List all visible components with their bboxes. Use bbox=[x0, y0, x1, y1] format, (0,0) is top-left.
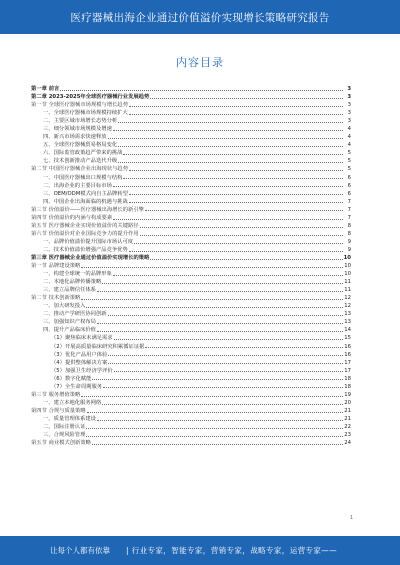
toc-entry-page: 22 bbox=[344, 423, 351, 430]
toc-dot-leader bbox=[86, 307, 343, 308]
toc-entry-page: 21 bbox=[344, 407, 351, 414]
toc-dot-leader bbox=[123, 178, 343, 179]
toc-entry[interactable] bbox=[31, 375, 351, 383]
toc-entry[interactable] bbox=[31, 399, 351, 407]
toc-dot-leader bbox=[145, 210, 343, 211]
toc-entry-title: 第六节 价值溢价对企业国际竞争力的提升作用 bbox=[31, 230, 139, 237]
toc-entry-title: 三、建立品牌信任体系 bbox=[43, 287, 96, 294]
toc-entry-title: 第二节 中国医疗器械企业出海现状与趋势 bbox=[31, 166, 129, 173]
toc-entry[interactable] bbox=[31, 431, 351, 439]
toc-entry-page: 10 bbox=[343, 254, 351, 261]
toc-entry-page: 3 bbox=[347, 102, 351, 109]
toc-entry-page: 10 bbox=[344, 263, 351, 270]
toc-dot-leader bbox=[97, 331, 343, 332]
toc-entry[interactable] bbox=[31, 262, 351, 270]
table-of-contents bbox=[31, 85, 351, 447]
toc-entry-title: 一、中国医疗器械出口规模与结构 bbox=[43, 174, 123, 181]
toc-dot-leader bbox=[92, 379, 343, 380]
toc-entry-title: 一、全球医疗器械市场规模持续扩大 bbox=[43, 110, 128, 117]
toc-entry-title: 第一章 前言 bbox=[31, 86, 60, 92]
toc-entry[interactable] bbox=[31, 141, 351, 149]
toc-entry[interactable] bbox=[31, 343, 351, 351]
toc-dot-leader bbox=[140, 235, 343, 236]
toc-entry-page: 23 bbox=[344, 432, 351, 439]
toc-dot-leader bbox=[86, 436, 343, 437]
toc-dot-leader bbox=[97, 420, 343, 421]
toc-entry[interactable] bbox=[31, 109, 351, 117]
toc-entry-page: 17 bbox=[344, 359, 351, 366]
footer-slogan: 让每个人都有依靠 bbox=[50, 546, 110, 555]
toc-entry[interactable] bbox=[31, 294, 351, 302]
toc-entry-page: 7 bbox=[347, 198, 351, 205]
toc-dot-leader bbox=[114, 371, 343, 372]
toc-dot-leader bbox=[118, 122, 343, 123]
toc-dot-leader bbox=[118, 146, 343, 147]
toc-entry-title: 二、推动产学研医协同创新 bbox=[43, 311, 107, 318]
toc-dot-leader bbox=[81, 396, 343, 397]
toc-dot-leader bbox=[123, 154, 343, 155]
toc-entry-page: 16 bbox=[344, 351, 351, 358]
toc-entry[interactable] bbox=[31, 190, 351, 198]
toc-entry[interactable] bbox=[31, 334, 351, 342]
toc-dot-leader bbox=[129, 251, 343, 252]
toc-entry-page: 4 bbox=[347, 126, 351, 133]
toc-dot-leader bbox=[129, 194, 343, 195]
toc-entry[interactable] bbox=[31, 318, 351, 326]
toc-entry-page: 5 bbox=[347, 150, 351, 157]
toc-entry[interactable] bbox=[31, 238, 351, 246]
toc-entry[interactable] bbox=[31, 157, 351, 165]
toc-entry-page: 3 bbox=[347, 118, 351, 125]
report-title: 医疗器械出海企业通过价值溢价实现增长策略研究报告 bbox=[70, 11, 330, 24]
toc-entry-page: 12 bbox=[344, 295, 351, 302]
toc-entry[interactable] bbox=[31, 278, 351, 286]
toc-entry-page: 3 bbox=[347, 110, 351, 117]
toc-dot-leader bbox=[97, 323, 343, 324]
toc-entry-title: 第四节 合规与质量策略 bbox=[31, 407, 86, 414]
toc-dot-leader bbox=[108, 363, 343, 364]
toc-entry[interactable] bbox=[31, 286, 351, 294]
toc-dot-leader bbox=[102, 283, 343, 284]
toc-entry[interactable] bbox=[31, 133, 351, 141]
toc-entry-page: 4 bbox=[347, 134, 351, 141]
toc-entry-title: 三、细分领域市场规模及增速 bbox=[43, 126, 112, 133]
toc-entry[interactable] bbox=[31, 270, 351, 278]
toc-entry[interactable] bbox=[31, 85, 351, 93]
toc-dot-leader bbox=[60, 90, 343, 91]
toc-entry-title: 五、全球医疗器械贸易格局变化 bbox=[43, 142, 118, 149]
toc-entry-title: 二、出海企业的主要目标市场 bbox=[43, 182, 112, 189]
toc-entry-title: （7）全生命周期服务 bbox=[51, 383, 103, 390]
toc-dot-leader bbox=[129, 106, 343, 107]
page-number: 1 bbox=[349, 515, 353, 521]
toc-dot-leader bbox=[86, 428, 343, 429]
toc-entry-title: 二、本地化品牌传播策略 bbox=[43, 279, 102, 286]
toc-entry-title: 第五节 医疗器械企业实现价值溢价的关键路径 bbox=[31, 222, 139, 229]
toc-entry[interactable] bbox=[31, 351, 351, 359]
toc-dot-leader bbox=[129, 170, 343, 171]
toc-entry-page: 9 bbox=[347, 238, 351, 245]
toc-entry-title: 一、构建全球统一的品牌形象 bbox=[43, 271, 112, 278]
toc-entry[interactable] bbox=[31, 407, 351, 415]
toc-dot-leader bbox=[150, 98, 343, 99]
toc-entry[interactable] bbox=[31, 439, 351, 447]
toc-entry[interactable] bbox=[31, 246, 351, 254]
toc-dot-leader bbox=[97, 291, 343, 292]
toc-dot-leader bbox=[113, 130, 343, 131]
toc-entry[interactable] bbox=[31, 93, 351, 101]
toc-entry-title: 六、国际监管政策趋严带来的挑战 bbox=[43, 150, 123, 157]
toc-entry-page: 20 bbox=[344, 399, 351, 406]
toc-entry-page: 3 bbox=[347, 86, 351, 92]
toc-dot-leader bbox=[134, 243, 343, 244]
toc-entry[interactable] bbox=[31, 222, 351, 230]
toc-dot-leader bbox=[87, 412, 343, 413]
toc-dot-leader bbox=[113, 186, 343, 187]
toc-entry-page: 15 bbox=[344, 335, 351, 342]
toc-entry[interactable] bbox=[31, 214, 351, 222]
toc-entry[interactable] bbox=[31, 310, 351, 318]
toc-entry-title: （3）优化产品用户体验 bbox=[51, 351, 108, 358]
toc-entry-title: 三、合规风险管理 bbox=[43, 432, 86, 439]
toc-entry-title: 一、建立本地化服务网络 bbox=[43, 399, 102, 406]
toc-entry[interactable] bbox=[31, 182, 351, 190]
toc-entry-page: 8 bbox=[347, 222, 351, 229]
toc-entry-page: 7 bbox=[347, 206, 351, 213]
toc-entry-page: 13 bbox=[344, 311, 351, 318]
toc-entry-title: 第一节 全球医疗器械市场规模与增长趋势 bbox=[31, 102, 129, 109]
toc-dot-leader bbox=[103, 387, 343, 388]
toc-heading: 内容目录 bbox=[176, 56, 224, 69]
toc-entry-title: 第三节 价值溢价——医疗器械出海增长的新引擎 bbox=[31, 206, 144, 213]
toc-entry-page: 13 bbox=[344, 319, 351, 326]
toc-entry-title: 二、技术价值溢价增强产品竞争优势 bbox=[43, 246, 128, 253]
toc-entry-title: 一、质量管理体系建设 bbox=[43, 415, 96, 422]
toc-dot-leader bbox=[129, 114, 343, 115]
toc-entry[interactable] bbox=[31, 254, 351, 262]
toc-entry-title: （5）加强卫生经济学评价 bbox=[51, 367, 113, 374]
toc-entry-title: 一、品牌价值溢价提升国际市场认可度 bbox=[43, 238, 134, 245]
toc-entry[interactable] bbox=[31, 391, 351, 399]
toc-entry[interactable] bbox=[31, 149, 351, 157]
toc-dot-leader bbox=[113, 219, 343, 220]
toc-entry-title: 第三节 服务增值策略 bbox=[31, 391, 81, 398]
toc-entry-title: 第三章 医疗器械企业通过价值溢价实现增长的策略 bbox=[31, 254, 150, 261]
toc-entry[interactable] bbox=[31, 165, 351, 173]
toc-entry[interactable] bbox=[31, 101, 351, 109]
toc-dot-leader bbox=[108, 138, 343, 139]
toc-dot-leader bbox=[92, 444, 343, 445]
toc-entry-title: （2）开展高质量临床研究积累循证证据 bbox=[51, 343, 145, 350]
toc-entry-page: 14 bbox=[344, 327, 351, 334]
footer-tagline: | 行业专家，智能专家，营销专家，战略专家，运营专家—— bbox=[126, 546, 338, 555]
toc-entry-page: 5 bbox=[347, 158, 351, 165]
toc-dot-leader bbox=[140, 227, 343, 228]
toc-entry[interactable] bbox=[31, 302, 351, 310]
toc-entry-title: 第五节 商业模式创新策略 bbox=[31, 440, 91, 447]
toc-dot-leader bbox=[81, 267, 343, 268]
toc-entry-title: （6）数字化赋能 bbox=[51, 375, 92, 382]
toc-entry-title: 第二节 技术创新策略 bbox=[31, 295, 81, 302]
toc-entry[interactable] bbox=[31, 174, 351, 182]
toc-entry-page: 16 bbox=[344, 343, 351, 350]
toc-entry[interactable] bbox=[31, 326, 351, 334]
toc-dot-leader bbox=[129, 202, 343, 203]
toc-dot-leader bbox=[108, 355, 343, 356]
toc-entry[interactable] bbox=[31, 367, 351, 375]
toc-entry-title: 三、OEM/ODM模式向自主品牌转型 bbox=[43, 190, 128, 197]
page-footer bbox=[0, 536, 400, 565]
toc-entry-page: 5 bbox=[347, 166, 351, 173]
toc-entry-title: 第四节 价值溢价的内涵与构成要素 bbox=[31, 214, 113, 221]
toc-entry-page: 19 bbox=[344, 391, 351, 398]
toc-dot-leader bbox=[118, 162, 343, 163]
toc-entry[interactable] bbox=[31, 125, 351, 133]
toc-entry-page: 12 bbox=[344, 303, 351, 310]
toc-entry[interactable] bbox=[31, 198, 351, 206]
toc-entry-title: 二、国际注册认证 bbox=[43, 423, 86, 430]
toc-entry-page: 7 bbox=[347, 214, 351, 221]
toc-entry-page: 21 bbox=[344, 415, 351, 422]
toc-entry-page: 10 bbox=[344, 271, 351, 278]
toc-dot-leader bbox=[150, 259, 342, 260]
toc-entry-title: 第一节 品牌建设策略 bbox=[31, 263, 81, 270]
toc-entry-page: 18 bbox=[344, 383, 351, 390]
toc-entry-title: 四、中国企业出海面临的机遇与挑战 bbox=[43, 198, 128, 205]
toc-entry-title: 二、主要区域市场增长态势分析 bbox=[43, 118, 118, 125]
toc-dot-leader bbox=[108, 315, 343, 316]
toc-dot-leader bbox=[145, 347, 343, 348]
toc-entry-title: 四、新兴市场需求快速释放 bbox=[43, 134, 107, 141]
toc-entry-title: 三、加强知识产权布局 bbox=[43, 319, 96, 326]
toc-entry-page: 3 bbox=[347, 94, 351, 101]
toc-entry-page: 17 bbox=[344, 367, 351, 374]
toc-entry-page: 9 bbox=[347, 246, 351, 253]
toc-dot-leader bbox=[113, 275, 343, 276]
toc-entry-page: 11 bbox=[344, 279, 351, 286]
toc-entry-page: 4 bbox=[347, 142, 351, 149]
toc-entry[interactable] bbox=[31, 383, 351, 391]
toc-entry-page: 6 bbox=[347, 174, 351, 181]
toc-entry-page: 18 bbox=[344, 375, 351, 382]
toc-entry-page: 11 bbox=[344, 287, 351, 294]
toc-entry-page: 24 bbox=[344, 440, 351, 447]
toc-entry[interactable] bbox=[31, 117, 351, 125]
toc-entry-page: 6 bbox=[347, 190, 351, 197]
toc-entry[interactable] bbox=[31, 206, 351, 214]
toc-entry-title: 四、提升产品临床价值 bbox=[43, 327, 96, 334]
toc-entry-title: 第二章 2023-2025年全球医疗器械行业发展趋势 bbox=[31, 94, 150, 101]
toc-dot-leader bbox=[102, 404, 343, 405]
toc-dot-leader bbox=[81, 299, 343, 300]
toc-entry-page: 8 bbox=[347, 230, 351, 237]
toc-entry[interactable] bbox=[31, 423, 351, 431]
toc-entry-title: 一、加大研发投入 bbox=[43, 303, 86, 310]
toc-entry[interactable] bbox=[31, 359, 351, 367]
toc-dot-leader bbox=[114, 339, 343, 340]
toc-entry[interactable] bbox=[31, 230, 351, 238]
page-header bbox=[0, 0, 400, 34]
toc-entry-title: （1）聚焦临床未满足需求 bbox=[51, 335, 113, 342]
toc-entry-title: 七、技术创新推动产品迭代升级 bbox=[43, 158, 118, 165]
toc-entry-title: （4）提供整体解决方案 bbox=[51, 359, 108, 366]
toc-entry[interactable] bbox=[31, 415, 351, 423]
toc-entry-page: 6 bbox=[347, 182, 351, 189]
